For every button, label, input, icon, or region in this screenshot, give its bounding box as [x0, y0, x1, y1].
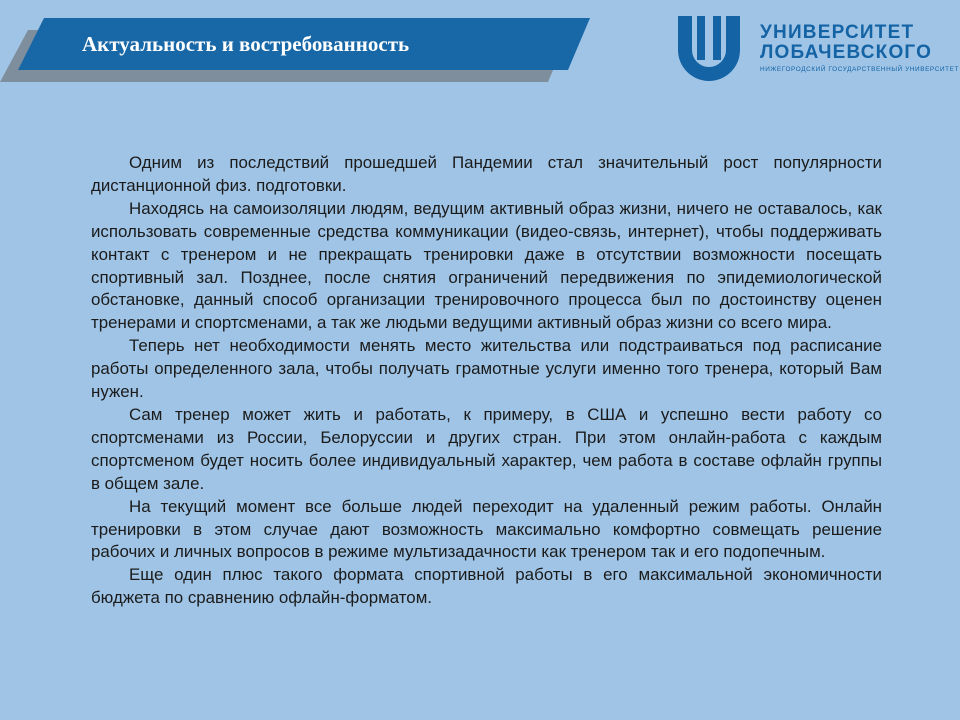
- logo-subtitle: НИЖЕГОРОДСКИЙ ГОСУДАРСТВЕННЫЙ УНИВЕРСИТЕТ: [760, 66, 960, 73]
- university-logo: [674, 12, 960, 84]
- paragraph: Теперь нет необходимости менять место жительства или подстраиваться под расписание работы определенного зала, чтобы получать грамотные услуги именно того тренера, который Вам нужен.: [91, 336, 882, 402]
- paragraph: Находясь на самоизоляции людям, ведущим активный образ жизни, ничего не оставалось, как использовать современные средства коммуникации (видео-связь, интернет), чтобы поддерживать контакт с тренером и не прекращать тренировки даже в отсутствии возможности посещать спортивный зал. Позднее, после снятия ограничений передвижения по эпидемиологической обстановке, данный способ организации тренировочного процесса был по достоинству оценен тренерами и спортсменами, а так же людьми ведущими активный образ жизни со всего мира.: [91, 198, 882, 333]
- paragraph: На текущий момент все больше людей переходит на удаленный режим работы. Онлайн тренировки в этом случае дают возможность максимально комфортно совмещать решение рабочих и личных вопросов в режиме мультизадачности как тренером так и его подопечным.: [91, 496, 882, 562]
- logo-title-line1: УНИВЕРСИТЕТ: [760, 22, 915, 43]
- body-text: [91, 152, 882, 610]
- logo-title-line2: ЛОБАЧЕВСКОГО: [760, 42, 933, 63]
- paragraph: Одним из последствий прошедшей Пандемии стал значительный рост популярности дистанционной физ. подготовки.: [91, 153, 882, 195]
- university-logo-icon: [674, 12, 744, 84]
- paragraph: Сам тренер может жить и работать, к примеру, в США и успешно вести работу со спортсменами из России, Белоруссии и других стран. При этом онлайн-работа с каждым спортсменом будет носить более индивидуальный характер, чем работа в составе офлайн группы в общем зале.: [91, 404, 882, 493]
- paragraph: Еще один плюс такого формата спортивной работы в его максимальной экономичности бюджета по сравнению офлайн-форматом.: [91, 565, 882, 608]
- slide-title: Актуальность и востребованность: [82, 32, 410, 56]
